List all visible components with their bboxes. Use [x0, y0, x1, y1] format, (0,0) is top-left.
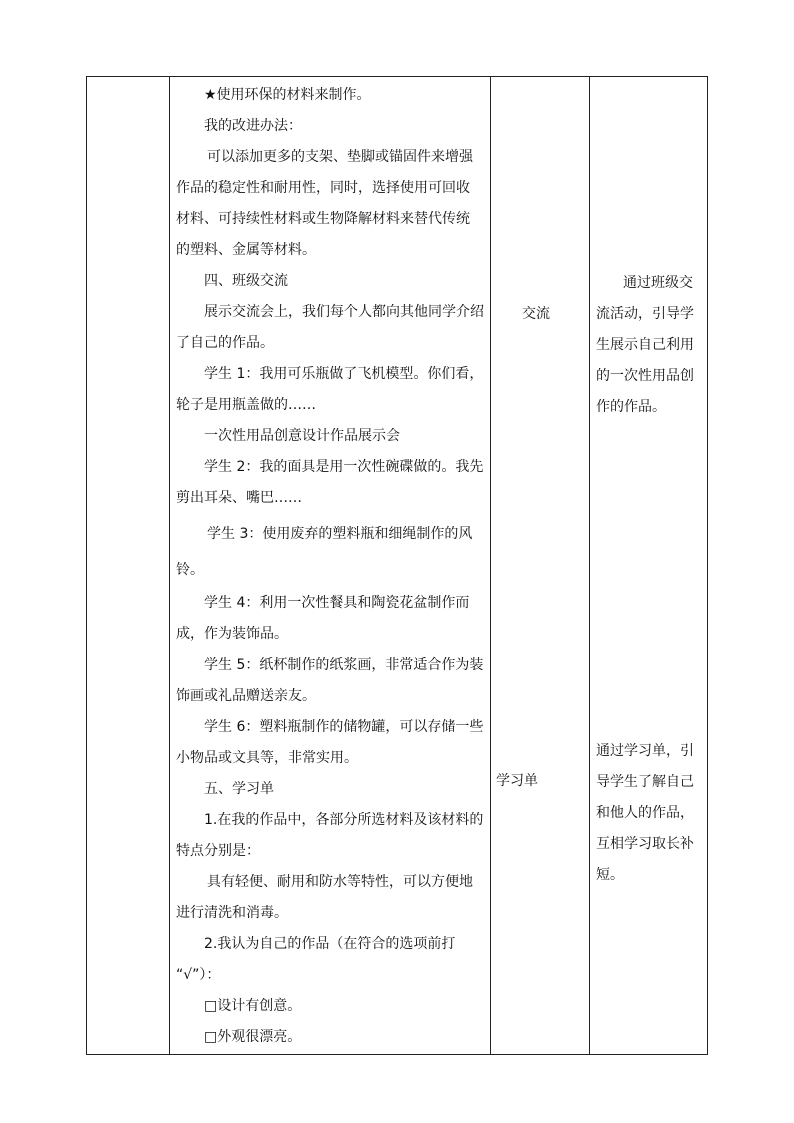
- text-line: ★使用环保的材料来制作。: [204, 87, 371, 103]
- text-line: 学生 5：纸杯制作的纸浆画，非常适合作为装: [204, 657, 484, 673]
- intent-line: 互相学习取长补: [596, 836, 694, 852]
- text-line: 可以添加更多的支架、垫脚或锚固件来增强: [207, 149, 473, 165]
- column-divider: [490, 77, 491, 1054]
- text-line: 剪出耳朵、嘴巴……: [176, 490, 302, 506]
- text-line: 轮子是用瓶盖做的……: [176, 397, 316, 413]
- intent-line: 生展示自己利用: [596, 337, 694, 353]
- text-line: 的塑料、金属等材料。: [176, 242, 316, 258]
- intent-line: 通过学习单，引: [596, 743, 694, 759]
- text-line: 学生 2：我的面具是用一次性碗碟做的。我先: [204, 459, 484, 475]
- text-line: “√”）：: [176, 967, 221, 983]
- text-line: 1.在我的作品中，各部分所选材料及该材料的: [204, 812, 484, 828]
- activity-worksheet: 学习单: [496, 773, 538, 789]
- text-line: 进行清洗和消毒。: [176, 905, 288, 921]
- intent-line: 导学生了解自己: [596, 774, 694, 790]
- text-line: 我的改进办法：: [204, 118, 302, 134]
- intent-line: 作的作品。: [596, 399, 666, 415]
- activity-exchange: 交流: [522, 306, 550, 322]
- text-line: 成，作为装饰品。: [176, 626, 288, 642]
- text-line: 学生 3：使用废弃的塑料瓶和细绳制作的风: [207, 526, 473, 542]
- intent-line: 的一次性用品创: [596, 368, 694, 384]
- intent-line: 通过班级交: [623, 275, 693, 291]
- section-heading: 五、学习单: [204, 781, 274, 797]
- text-line: 材料、可持续性材料或生物降解材料来替代传统: [176, 211, 470, 227]
- section-heading: 四、班级交流: [204, 273, 288, 289]
- text-line: 展示交流会上，我们每个人都向其他同学介绍: [204, 304, 484, 320]
- text-line: 学生 4：利用一次性餐具和陶瓷花盆制作而: [204, 595, 470, 611]
- text-line: 铃。: [176, 562, 204, 578]
- column-divider: [589, 77, 590, 1054]
- text-line: 一次性用品创意设计作品展示会: [204, 428, 400, 444]
- text-line: 小物品或文具等，非常实用。: [176, 750, 358, 766]
- text-line: 了自己的作品。: [176, 335, 274, 351]
- text-line: 2.我认为自己的作品（在符合的选项前打: [204, 936, 456, 952]
- text-line: 特点分别是：: [176, 843, 260, 859]
- intent-line: 和他人的作品，: [596, 805, 694, 821]
- checkbox-option: □外观很漂亮。: [204, 1029, 302, 1045]
- column-divider: [169, 77, 170, 1054]
- text-line: 具有轻便、耐用和防水等特性，可以方便地: [207, 874, 473, 890]
- text-line: 作品的稳定性和耐用性，同时，选择使用可回收: [176, 180, 470, 196]
- checkbox-option: □设计有创意。: [204, 998, 302, 1014]
- text-line: 学生 1：我用可乐瓶做了飞机模型。你们看，: [204, 366, 484, 382]
- intent-line: 流活动，引导学: [596, 306, 694, 322]
- text-line: 饰画或礼品赠送亲友。: [176, 688, 316, 704]
- text-line: 学生 6：塑料瓶制作的储物罐，可以存储一些: [204, 719, 484, 735]
- intent-line: 短。: [596, 867, 624, 883]
